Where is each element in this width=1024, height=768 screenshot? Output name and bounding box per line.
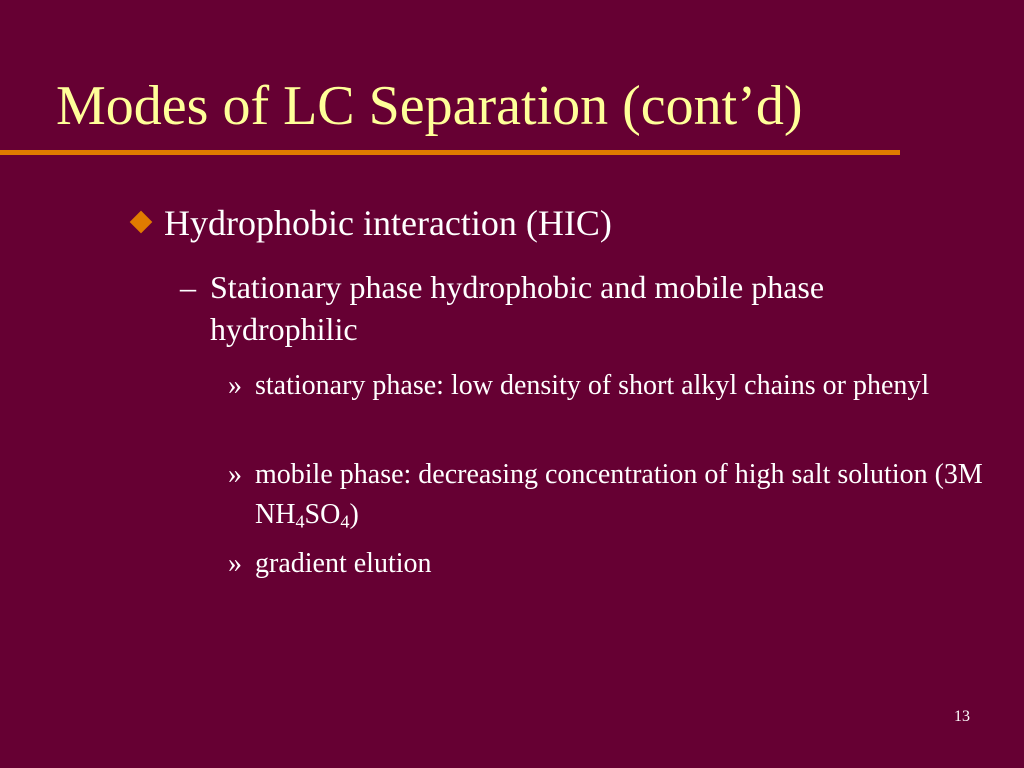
bullet-level2-text: Stationary phase hydrophobic and mobile phase hydrophilic bbox=[210, 269, 825, 347]
slide-title: Modes of LC Separation (cont’d) bbox=[56, 75, 803, 137]
bullet-level3-item bbox=[228, 366, 988, 406]
bullet-level3-text: gradient elution bbox=[255, 548, 432, 579]
subscript: 4 bbox=[295, 511, 305, 532]
guillemet-marker: » bbox=[228, 548, 242, 579]
guillemet-marker: » bbox=[228, 370, 242, 401]
subscript: 4 bbox=[340, 511, 350, 532]
bullet-level3-item bbox=[228, 455, 988, 542]
text-fragment: mobile phase: decreasing concentration of high salt solution (3M NH bbox=[255, 459, 983, 530]
title-underline bbox=[0, 150, 900, 155]
bullet-level2 bbox=[180, 266, 900, 350]
slide-number: 13 bbox=[954, 708, 970, 725]
bullet-level3-item bbox=[228, 544, 988, 584]
text-fragment: SO bbox=[304, 499, 341, 530]
guillemet-marker: » bbox=[228, 459, 242, 490]
bullet-level1-text: Hydrophobic interaction (HIC) bbox=[164, 203, 612, 243]
bullet-level3-text bbox=[255, 455, 988, 542]
text-fragment: ) bbox=[349, 499, 359, 530]
dash-marker: – bbox=[180, 269, 196, 305]
bullet-level3-text: stationary phase: low density of short alkyl chains or phenyl bbox=[255, 370, 930, 401]
bullet-level1 bbox=[132, 202, 612, 245]
